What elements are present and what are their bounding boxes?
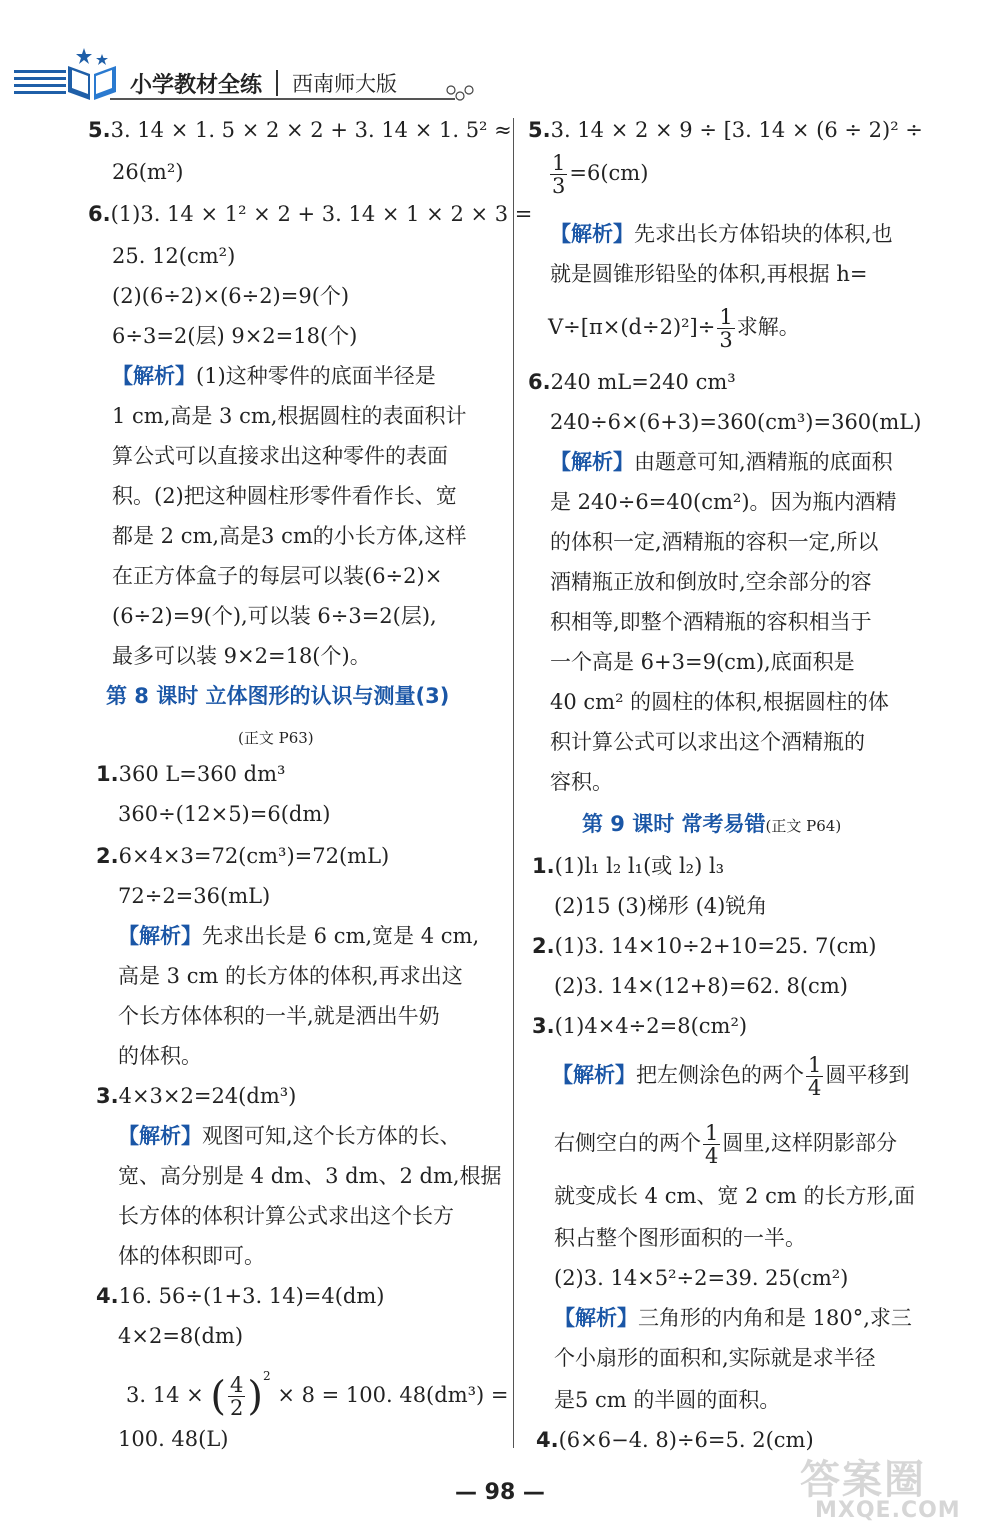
right-line [528,116,923,144]
fraction [550,152,567,197]
answer-text: 个小扇形的面积和,实际就是求半径 [554,1346,876,1370]
analysis-tag: 【解析】 [550,222,634,246]
answer-text: 是 240÷6=40(cm²)。因为瓶内酒精 [550,490,897,514]
formula-prefix: 3. 14 × [126,1383,204,1407]
right-line [532,852,724,880]
right-line [554,972,848,1000]
answer-text: 6÷3=2(层) 9×2=18(个) [112,324,358,348]
numerator: 1 [552,151,566,175]
fraction-line-3 [552,1054,909,1099]
answer-text: 积。(2)把这种圆柱形零件看作长、宽 [112,484,457,508]
answer-text: (2)3. 14×(12+8)=62. 8(cm) [554,974,848,998]
left-line [118,1322,243,1350]
answer-text: 的体积。 [118,1044,202,1068]
right-line [550,608,872,636]
left-line [112,442,448,470]
answer-text: 三角形的内角和是 180°,求三 [638,1306,912,1330]
answer-text: 3. 14 × 2 × 9 ÷ [3. 14 × (6 ÷ 2)² ÷ [550,118,923,142]
watermark-url: MXQE.COM [815,1498,961,1523]
formula-suffix: × 8 = 100. 48(dm³) = [277,1383,509,1407]
right-line [550,260,867,288]
answer-text: 观图可知,这个长方体的长、 [202,1124,461,1148]
left-line [118,882,270,910]
answer-text: (1)这种零件的底面半径是 [196,364,436,388]
right-line [554,1386,780,1414]
answer-text: 一个高是 6+3=9(cm),底面积是 [550,650,855,674]
left-line [96,760,285,788]
analysis-tag: 【解析】 [118,1124,202,1148]
answer-text: 240÷6×(6+3)=360(cm³)=360(mL) [550,410,922,434]
right-line [550,768,613,796]
numerator: 1 [808,1053,822,1077]
answer-text: 积相等,即整个酒精瓶的容积相当于 [550,610,872,634]
answer-text: 4×2=8(dm) [118,1324,244,1348]
header-stripes [14,70,66,98]
page-number: — 98 — [455,1480,545,1505]
question-number: 5. [528,118,551,142]
denominator: 4 [808,1076,822,1100]
left-line [118,1242,265,1270]
right-line [536,1426,814,1454]
answer-text: 宽、高分别是 4 dm、3 dm、2 dm,根据 [118,1164,502,1188]
answer-text: 个长方体体积的一半,就是洒出牛奶 [118,1004,440,1028]
edition-label: 西南师大版 [292,72,397,96]
left-line [112,242,235,270]
analysis-tag: 【解析】 [118,924,202,948]
right-line [550,488,897,516]
right-line [550,688,889,716]
left-line [112,282,349,310]
question-number: 1. [532,854,555,878]
question-number: 3. [96,1084,119,1108]
numerator: 1 [705,1121,719,1145]
left-line [88,116,512,144]
answer-text: 100. 48(L) [118,1427,229,1451]
fraction-suffix: 圆平移到 [825,1063,910,1087]
right-line [528,368,736,396]
right-line [554,1182,915,1210]
answer-text: 由题意可知,酒精瓶的底面积 [634,450,893,474]
answer-text: 26(m²) [112,160,184,184]
answer-text: (1)4×4÷2=8(cm²) [554,1014,748,1038]
answer-text: 3. 14 × 1. 5 × 2 × 2 + 3. 14 × 1. 5² ≈ [110,118,512,142]
answer-text: 4×3×2=24(dm³) [118,1084,297,1108]
right-line [550,568,872,596]
denominator: 3 [719,328,733,352]
left-line [112,158,183,186]
answer-text: (2)15 (3)梯形 (4)锐角 [554,894,768,918]
analysis-tag: 【解析】 [112,364,196,388]
right-line [532,932,876,960]
answer-text: 高是 3 cm 的长方体的体积,再求出这 [118,964,463,988]
answer-text: 6×4×3=72(cm³)=72(mL) [118,844,390,868]
denominator: 4 [705,1144,719,1168]
fraction-line-4 [554,1122,897,1167]
watermark-logo: 答案圈 [800,1457,926,1503]
right-line [550,648,855,676]
right-line [554,1264,848,1292]
answer-text: 的体积一定,酒精瓶的容积一定,所以 [550,530,879,554]
fraction-line-2 [548,306,800,351]
answer-text: (1)3. 14×10÷2+10=25. 7(cm) [554,934,877,958]
book-logo-icon [62,44,122,104]
left-line [118,800,330,828]
answer-text: 酒精瓶正放和倒放时,空余部分的容 [550,570,872,594]
right-line [554,1304,912,1332]
answer-text: 就是圆锥形铅坠的体积,再根据 h= [550,262,868,286]
header-separator [276,70,278,96]
page-reference: (正文 P63) [238,729,314,747]
question-number: 3. [532,1014,555,1038]
left-line [118,1002,440,1030]
answer-text: 就变成长 4 cm、宽 2 cm 的长方形,面 [554,1184,916,1208]
left-line [112,562,442,590]
answer-text: 积占整个图形面积的一半。 [554,1226,806,1250]
right-line [550,220,893,248]
fraction [806,1054,823,1099]
fraction-suffix: =6(cm) [569,161,649,185]
right-line [554,892,767,920]
answer-text: 算公式可以直接求出这种零件的表面 [112,444,448,468]
fraction-line-1 [548,152,648,197]
question-number: 6. [88,202,111,226]
fraction-prefix: V÷[π×(d÷2)²]÷ [548,315,716,339]
left-line [96,1282,384,1310]
answer-text: 360÷(12×5)=6(dm) [118,802,331,826]
answer-text: 在正方体盒子的每层可以装(6÷2)× [112,564,443,588]
right-line [554,1344,876,1372]
question-number: 6. [528,370,551,394]
fraction-prefix: 把左侧涂色的两个 [636,1063,804,1087]
left-line [96,1082,296,1110]
answer-text: 240 mL=240 cm³ [550,370,736,394]
left-line [118,962,463,990]
answer-text: 最多可以装 9×2=18(个)。 [112,644,371,668]
answer-text: (6÷2)=9(个),可以装 6÷3=2(层), [112,604,437,628]
fraction-suffix: 求解。 [736,315,800,339]
header-underline [110,98,455,100]
right-line [550,728,865,756]
fraction [228,1374,245,1419]
numerator: 4 [230,1373,244,1397]
left-line [118,922,479,950]
fraction-prefix: 右侧空白的两个 [554,1131,701,1155]
answer-text: (6×6−4. 8)÷6=5. 2(cm) [558,1428,814,1452]
answer-text: 是5 cm 的半圆的面积。 [554,1388,781,1412]
denominator: 3 [552,174,566,198]
left-line [88,200,532,228]
answer-text: (2)(6÷2)×(6÷2)=9(个) [112,284,350,308]
answer-text: 先求出长方体铅块的体积,也 [634,222,893,246]
question-number: 4. [96,1284,119,1308]
left-line [112,602,437,630]
right-line [554,1224,806,1252]
answer-text: 体的体积即可。 [118,1244,265,1268]
answer-text: 容积。 [550,770,613,794]
answer-text: (1)l₁ l₂ l₁(或 l₂) l₃ [554,854,725,878]
answer-text: 长方体的体积计算公式求出这个长方 [118,1204,454,1228]
fraction [717,306,734,351]
fraction [703,1122,720,1167]
answer-text: (2)3. 14×5²÷2=39. 25(cm²) [554,1266,849,1290]
question-number: 4. [536,1428,559,1452]
formula-line: 3. 14 × ( $\frac{4}{2}$ )$^2$ × 8 = 100. 48(dm³) = [126,1369,509,1420]
question-number: 2. [96,844,119,868]
left-line [112,322,357,350]
left-line [238,722,314,752]
right-line [550,528,878,556]
right-line [550,408,921,436]
answer-text: 16. 56÷(1+3. 14)=4(dm) [118,1284,385,1308]
left-line [118,1425,229,1453]
numerator: 1 [719,305,733,329]
left-line [96,842,389,870]
question-number: 2. [532,934,555,958]
left-line [118,1042,202,1070]
answer-text: 72÷2=36(mL) [118,884,271,908]
left-line [118,1162,502,1190]
answer-text: 40 cm² 的圆柱的体积,根据圆柱的体 [550,690,889,714]
answer-text: 积计算公式可以求出这个酒精瓶的 [550,730,865,754]
series-title: 小学教材全练 [130,73,263,98]
left-line [112,482,457,510]
section-heading: 第 8 课时 立体图形的认识与测量(3) [106,684,450,708]
left-line [112,402,466,430]
answer-text: 1 cm,高是 3 cm,根据圆柱的表面积计 [112,404,467,428]
decorative-circles-icon [446,82,474,104]
left-line [112,362,436,390]
answer-text: 都是 2 cm,高是3 cm的小长方体,这样 [112,524,467,548]
analysis-tag: 【解析】 [550,450,634,474]
analysis-tag: 【解析】 [552,1063,636,1087]
column-divider [513,118,514,1448]
answer-text: 先求出长是 6 cm,宽是 4 cm, [202,924,480,948]
left-line [118,1122,461,1150]
question-number: 5. [88,118,111,142]
section-heading: 第 9 课时 常考易错 [582,812,766,836]
fraction-suffix: 圆里,这样阴影部分 [722,1131,898,1155]
answer-text: (1)3. 14 × 1² × 2 + 3. 14 × 1 × 2 × 3 = [110,202,533,226]
left-line [112,642,371,670]
denominator: 2 [230,1396,244,1420]
left-line [106,682,449,710]
answer-text: 25. 12(cm²) [112,244,236,268]
answer-text: 360 L=360 dm³ [118,762,286,786]
right-line [550,448,893,476]
left-line [118,1202,454,1230]
right-line [532,1012,747,1040]
page-reference: (正文 P64) [765,817,842,835]
left-line [112,522,466,550]
analysis-tag: 【解析】 [554,1306,638,1330]
page-header [0,0,985,110]
right-line [582,810,841,840]
question-number: 1. [96,762,119,786]
